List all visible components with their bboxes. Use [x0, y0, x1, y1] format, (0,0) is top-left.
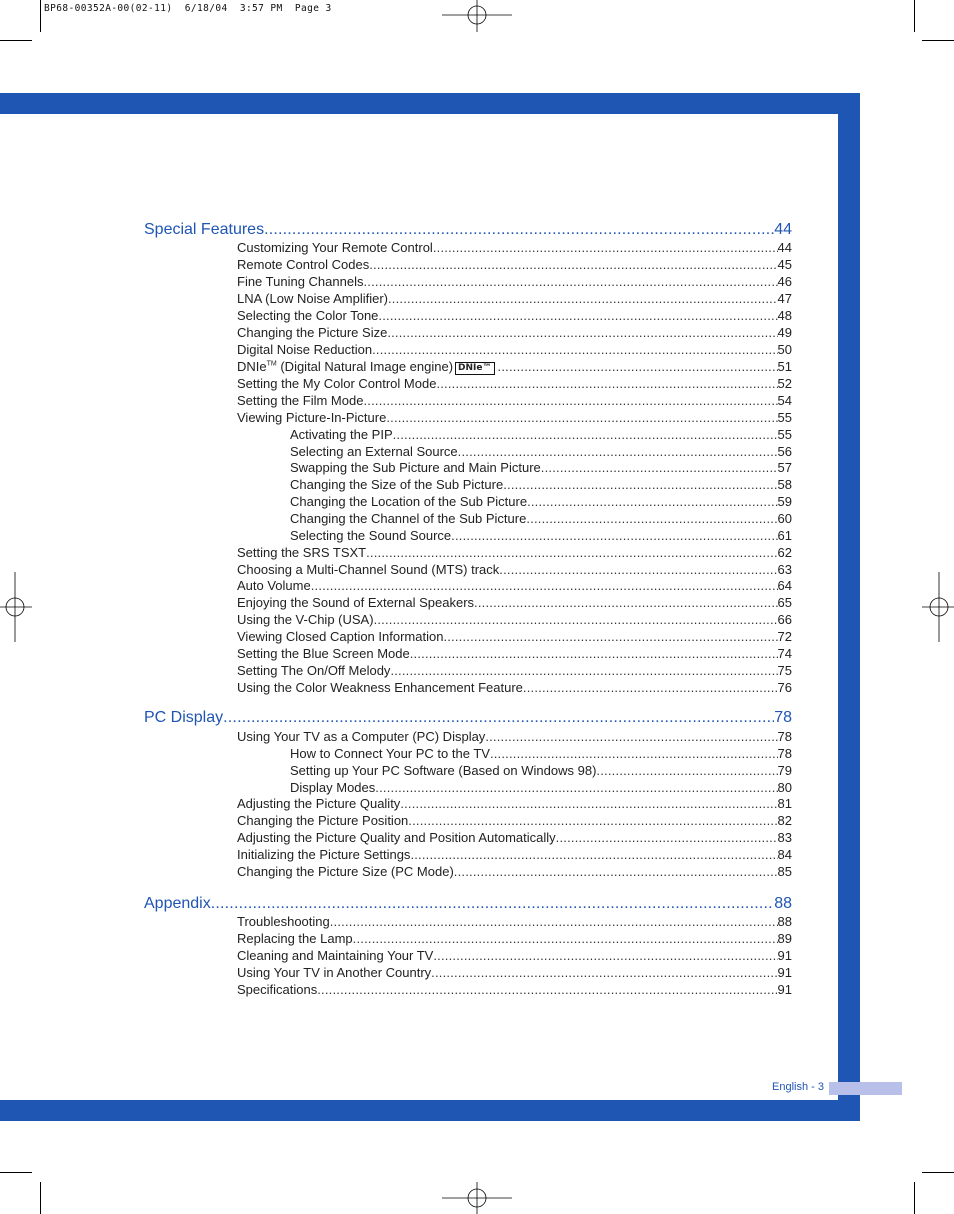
- toc-entry-page: 55: [777, 427, 792, 442]
- toc-subentry[interactable]: [290, 511, 792, 526]
- toc-entry-page: 45: [777, 257, 792, 272]
- leader-dots: [264, 221, 774, 239]
- toc-entry[interactable]: [237, 729, 792, 744]
- toc-entry-title: Initializing the Picture Settings: [237, 847, 411, 862]
- frame-top-band: [0, 93, 860, 114]
- toc-subentry[interactable]: [290, 763, 792, 778]
- toc-entry-page: 49: [777, 325, 792, 340]
- toc-entry-page: 88: [777, 914, 792, 929]
- toc-entry-page: 59: [777, 494, 792, 509]
- toc-entry-title: Changing the Channel of the Sub Picture: [290, 511, 527, 526]
- toc-entry-page: 58: [777, 477, 792, 492]
- toc-entry-page: 63: [777, 562, 792, 577]
- toc-entry-page: 51: [777, 359, 792, 374]
- toc-entry-page: 48: [777, 308, 792, 323]
- leader-dots: [410, 847, 777, 862]
- toc-entry-title: Fine Tuning Channels: [237, 274, 364, 289]
- toc-entry-title: Setting the My Color Control Mode: [237, 376, 437, 391]
- crop-mark: [922, 40, 954, 41]
- toc-entry-page: 54: [777, 393, 792, 408]
- toc-entry-title: Cleaning and Maintaining Your TV: [237, 948, 434, 963]
- toc-entry-title: Setting the Blue Screen Mode: [237, 646, 410, 661]
- toc-entry-title: Viewing Closed Caption Information: [237, 629, 444, 644]
- toc-entry-title: Changing the Picture Size (PC Mode): [237, 864, 454, 879]
- toc-entry-page: 80: [777, 780, 792, 795]
- toc-entry-title: Selecting an External Source: [290, 444, 458, 459]
- toc-entry-page: 78: [777, 746, 792, 761]
- toc-entry-page: 50: [777, 342, 792, 357]
- toc-entry[interactable]: [237, 629, 792, 644]
- toc-entry-page: 66: [777, 612, 792, 627]
- leader-dots: [523, 680, 778, 695]
- leader-dots: [541, 460, 778, 475]
- toc-entry-title: Display Modes: [290, 780, 376, 795]
- toc-section-special-features[interactable]: [144, 221, 792, 239]
- toc-entry[interactable]: [237, 965, 792, 980]
- toc-entry-title: How to Connect Your PC to the TV: [290, 746, 490, 761]
- leader-dots: [317, 982, 777, 997]
- dnie-description: (Digital Natural Image engine): [276, 359, 454, 374]
- leader-dots: [378, 308, 777, 323]
- toc-entry[interactable]: [237, 308, 792, 323]
- dnie-logo-icon: DNIe™: [455, 362, 494, 375]
- leader-dots: [433, 240, 778, 255]
- leader-dots: [366, 545, 777, 560]
- toc-entry[interactable]: [237, 847, 792, 862]
- page-footer-label: English - 3: [772, 1081, 824, 1093]
- crop-mark: [922, 1172, 954, 1173]
- leader-dots: [353, 931, 778, 946]
- toc-entry-page: 89: [777, 931, 792, 946]
- toc-entry[interactable]: [237, 291, 792, 306]
- leader-dots: [436, 376, 777, 391]
- leader-dots: [490, 746, 778, 761]
- toc-entry-title: Selecting the Color Tone: [237, 308, 379, 323]
- toc-entry-title: Changing the Picture Position: [237, 813, 409, 828]
- toc-entry-page: 52: [777, 376, 792, 391]
- toc-entry[interactable]: [237, 240, 792, 255]
- toc-subentry[interactable]: [290, 528, 792, 543]
- toc-entry-title: [237, 359, 498, 375]
- toc-entry[interactable]: [237, 410, 792, 425]
- toc-entry-title: Adjusting the Picture Quality and Position Automatically: [237, 830, 556, 845]
- toc-entry[interactable]: [237, 562, 792, 577]
- leader-dots: [498, 359, 778, 374]
- toc-entry-title: Customizing Your Remote Control: [237, 240, 433, 255]
- toc-entry-title: Changing the Size of the Sub Picture: [290, 477, 504, 492]
- toc-entry-title: Setting The On/Off Melody: [237, 663, 391, 678]
- crop-mark: [40, 1182, 41, 1214]
- leader-dots: [499, 562, 777, 577]
- leader-dots: [443, 629, 777, 644]
- toc-entry-dnie[interactable]: [237, 359, 792, 375]
- toc-entry-page: 46: [777, 274, 792, 289]
- toc-entry-page: 47: [777, 291, 792, 306]
- toc-entry-page: 72: [777, 629, 792, 644]
- toc-entry[interactable]: [237, 931, 792, 946]
- toc-entry-title: Digital Noise Reduction: [237, 342, 373, 357]
- toc-entry[interactable]: [237, 680, 792, 695]
- toc-subentry[interactable]: [290, 444, 792, 459]
- toc-entry-title: Choosing a Multi-Channel Sound (MTS) track: [237, 562, 500, 577]
- toc-entry-page: 85: [777, 864, 792, 879]
- toc-subentry[interactable]: [290, 746, 792, 761]
- registration-mark-icon: [442, 0, 512, 32]
- toc-entry[interactable]: [237, 813, 792, 828]
- leader-dots: [458, 444, 778, 459]
- crop-mark: [0, 1172, 32, 1173]
- leader-dots: [374, 612, 778, 627]
- toc-entry-title: LNA (Low Noise Amplifier): [237, 291, 388, 306]
- registration-mark-icon: [442, 1182, 512, 1214]
- trademark-mark: TM: [266, 360, 277, 368]
- toc-entry-title: Troubleshooting: [237, 914, 330, 929]
- registration-mark-icon: [0, 572, 32, 642]
- toc-entry[interactable]: [237, 274, 792, 289]
- toc-entry-title: Replacing the Lamp: [237, 931, 353, 946]
- frame-bottom-band: [0, 1100, 860, 1121]
- toc-entry-page: 83: [777, 830, 792, 845]
- toc-entry[interactable]: [237, 578, 792, 593]
- toc-entry-title: Using the Color Weakness Enhancement Feature: [237, 680, 523, 695]
- leader-dots: [526, 511, 777, 526]
- leader-dots: [454, 864, 778, 879]
- leader-dots: [393, 427, 778, 442]
- toc-subentry[interactable]: [290, 477, 792, 492]
- leader-dots: [330, 914, 778, 929]
- leader-dots: [211, 895, 774, 913]
- section-title: Special Features: [144, 221, 265, 238]
- toc-entry-page: 82: [777, 813, 792, 828]
- toc-subentry[interactable]: [290, 494, 792, 509]
- toc-section-pc-display[interactable]: [144, 709, 792, 727]
- section-page: 78: [774, 709, 792, 726]
- toc-entry-page: 65: [777, 595, 792, 610]
- toc-entry-page: 76: [777, 680, 792, 695]
- toc-entry[interactable]: [237, 948, 792, 963]
- crop-mark: [914, 1182, 915, 1214]
- toc-entry-page: 57: [777, 460, 792, 475]
- toc-section-appendix[interactable]: [144, 895, 792, 913]
- toc-entry-title: Viewing Picture-In-Picture: [237, 410, 387, 425]
- toc-entry-title: Changing the Location of the Sub Picture: [290, 494, 528, 509]
- leader-dots: [372, 342, 777, 357]
- toc-entry-page: 74: [777, 646, 792, 661]
- leader-dots: [387, 325, 777, 340]
- toc-entry[interactable]: [237, 393, 792, 408]
- toc-entry[interactable]: [237, 595, 792, 610]
- leader-dots: [556, 830, 778, 845]
- registration-mark-icon: [922, 572, 954, 642]
- toc-entry-page: 91: [777, 982, 792, 997]
- toc-entry-title: Using the V-Chip (USA): [237, 612, 374, 627]
- toc-entry[interactable]: [237, 325, 792, 340]
- section-page: 88: [774, 895, 792, 912]
- leader-dots: [388, 291, 778, 306]
- toc-entry[interactable]: [237, 914, 792, 929]
- toc-entry-title: Enjoying the Sound of External Speakers: [237, 595, 475, 610]
- crop-mark: [914, 0, 915, 32]
- toc-entry[interactable]: [237, 545, 792, 560]
- leader-dots: [431, 965, 777, 980]
- footer-tab: [829, 1082, 902, 1095]
- toc-entry-page: 81: [777, 796, 792, 811]
- toc-entry-page: 44: [777, 240, 792, 255]
- toc-entry-title: Using Your TV as a Computer (PC) Display: [237, 729, 486, 744]
- toc-entry[interactable]: [237, 612, 792, 627]
- toc-entry-page: 64: [777, 578, 792, 593]
- toc-entry[interactable]: [237, 342, 792, 357]
- leader-dots: [485, 729, 777, 744]
- toc-entry-title: Remote Control Codes: [237, 257, 370, 272]
- leader-dots: [375, 780, 777, 795]
- leader-dots: [474, 595, 777, 610]
- toc-entry-page: 62: [777, 545, 792, 560]
- toc-entry-page: 60: [777, 511, 792, 526]
- toc-entry-title: Setting up Your PC Software (Based on Windows 98): [290, 763, 597, 778]
- leader-dots: [408, 813, 777, 828]
- toc-entry-title: Using Your TV in Another Country: [237, 965, 432, 980]
- toc-entry[interactable]: [237, 376, 792, 391]
- toc-entry-title: Adjusting the Picture Quality: [237, 796, 401, 811]
- leader-dots: [400, 796, 777, 811]
- toc-entry-title: Auto Volume: [237, 578, 311, 593]
- leader-dots: [451, 528, 777, 543]
- toc-entry[interactable]: [237, 830, 792, 845]
- toc-entry[interactable]: [237, 864, 792, 879]
- leader-dots: [433, 948, 777, 963]
- toc-entry-title: Specifications: [237, 982, 318, 997]
- toc-entry-page: 78: [777, 729, 792, 744]
- print-slug: BP68-00352A-00(02-11) 6/18/04 3:57 PM Page 3: [44, 3, 332, 14]
- leader-dots: [410, 646, 778, 661]
- leader-dots: [386, 410, 777, 425]
- toc-entry-title: Setting the Film Mode: [237, 393, 364, 408]
- toc-entry-page: 75: [777, 663, 792, 678]
- section-title: PC Display: [144, 709, 224, 726]
- toc-entry-title: Selecting the Sound Source: [290, 528, 452, 543]
- toc-entry-page: 84: [777, 847, 792, 862]
- toc-entry-title: Swapping the Sub Picture and Main Picture: [290, 460, 541, 475]
- leader-dots: [311, 578, 778, 593]
- frame-right-band: [838, 93, 860, 1121]
- leader-dots: [363, 274, 777, 289]
- toc-entry[interactable]: [237, 663, 792, 678]
- toc-entry-page: 55: [777, 410, 792, 425]
- leader-dots: [527, 494, 777, 509]
- toc-subentry[interactable]: [290, 427, 792, 442]
- crop-mark: [0, 40, 32, 41]
- leader-dots: [363, 393, 777, 408]
- toc-subentry[interactable]: [290, 460, 792, 475]
- section-title: Appendix: [144, 895, 211, 912]
- leader-dots: [596, 763, 777, 778]
- toc-entry-page: 91: [777, 948, 792, 963]
- toc-entry-title: Activating the PIP: [290, 427, 393, 442]
- toc-entry-page: 61: [777, 528, 792, 543]
- toc-entry[interactable]: [237, 257, 792, 272]
- toc-entry[interactable]: [237, 646, 792, 661]
- toc-entry[interactable]: [237, 796, 792, 811]
- leader-dots: [390, 663, 777, 678]
- crop-mark: [40, 0, 41, 32]
- toc-entry-page: 79: [777, 763, 792, 778]
- leader-dots: [369, 257, 777, 272]
- toc-subentry[interactable]: [290, 780, 792, 795]
- leader-dots: [223, 709, 774, 727]
- toc-entry-page: 56: [777, 444, 792, 459]
- section-page: 44: [774, 221, 792, 238]
- dnie-text: DNIe: [237, 359, 267, 374]
- toc-entry-title: Setting the SRS TSXT: [237, 545, 367, 560]
- toc-entry-page: 91: [777, 965, 792, 980]
- toc-entry-title: Changing the Picture Size: [237, 325, 388, 340]
- toc-entry[interactable]: [237, 982, 792, 997]
- leader-dots: [503, 477, 777, 492]
